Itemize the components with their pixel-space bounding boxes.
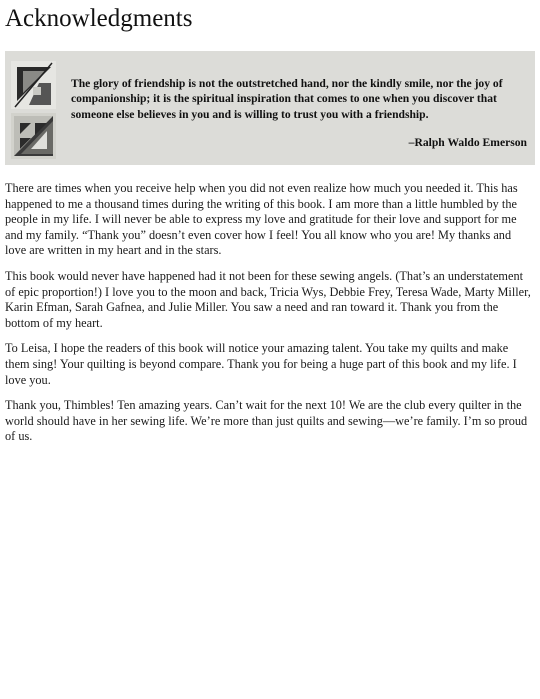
quote-text: The glory of friendship is not the outstretched hand, nor the kindly smile, nor the joy of companionship; it is the spiritual inspiration that comes to one when you discover that someone else believes in you and is willing to trust you with a friendship. [71, 77, 503, 121]
paragraph-1: There are times when you receive help when you did not even realize how much you needed it. This has happened to me a thousand times during the writing of this book. I am more than a little humbled by the people in my life. I will never be able to express my love and gratitude for their love and support for me and my family. “Thank you” doesn’t even cover how I feel! You all know who you are! My thanks and love are written in my heart and in the stars. [5, 181, 518, 258]
quote-attribution: –Ralph Waldo Emerson [408, 136, 527, 149]
quote-box [5, 51, 535, 165]
page-title: Acknowledgments [5, 5, 193, 32]
paragraph-4: Thank you, Thimbles! Ten amazing years. Can’t wait for the next 10! We are the club every quilter in the world should have in her sewing life. We’re more than just quilts and sewing—we’re family. I’m so proud of us. [5, 398, 528, 444]
paragraph-2: This book would never have happened had it not been for these sewing angels. (That’s an understatement of epic proportion!) I love you to the moon and back, Tricia Wys, Debbie Frey, Teresa Wade, Marty Miller, Karin Efman, Sarah Gafnea, and Julie Miller. You saw a need and ran toward it. Thank you from the bottom of my heart. [5, 268, 531, 330]
quilt-blocks-icon [11, 61, 56, 159]
paragraph-3: To Leisa, I hope the readers of this book will notice your amazing talent. You take my quilts and make them sing! Your quilting is beyond compare. Thank you for being a huge part of this book and my life. I love you. [5, 341, 517, 387]
acknowledgments-body [5, 181, 533, 455]
